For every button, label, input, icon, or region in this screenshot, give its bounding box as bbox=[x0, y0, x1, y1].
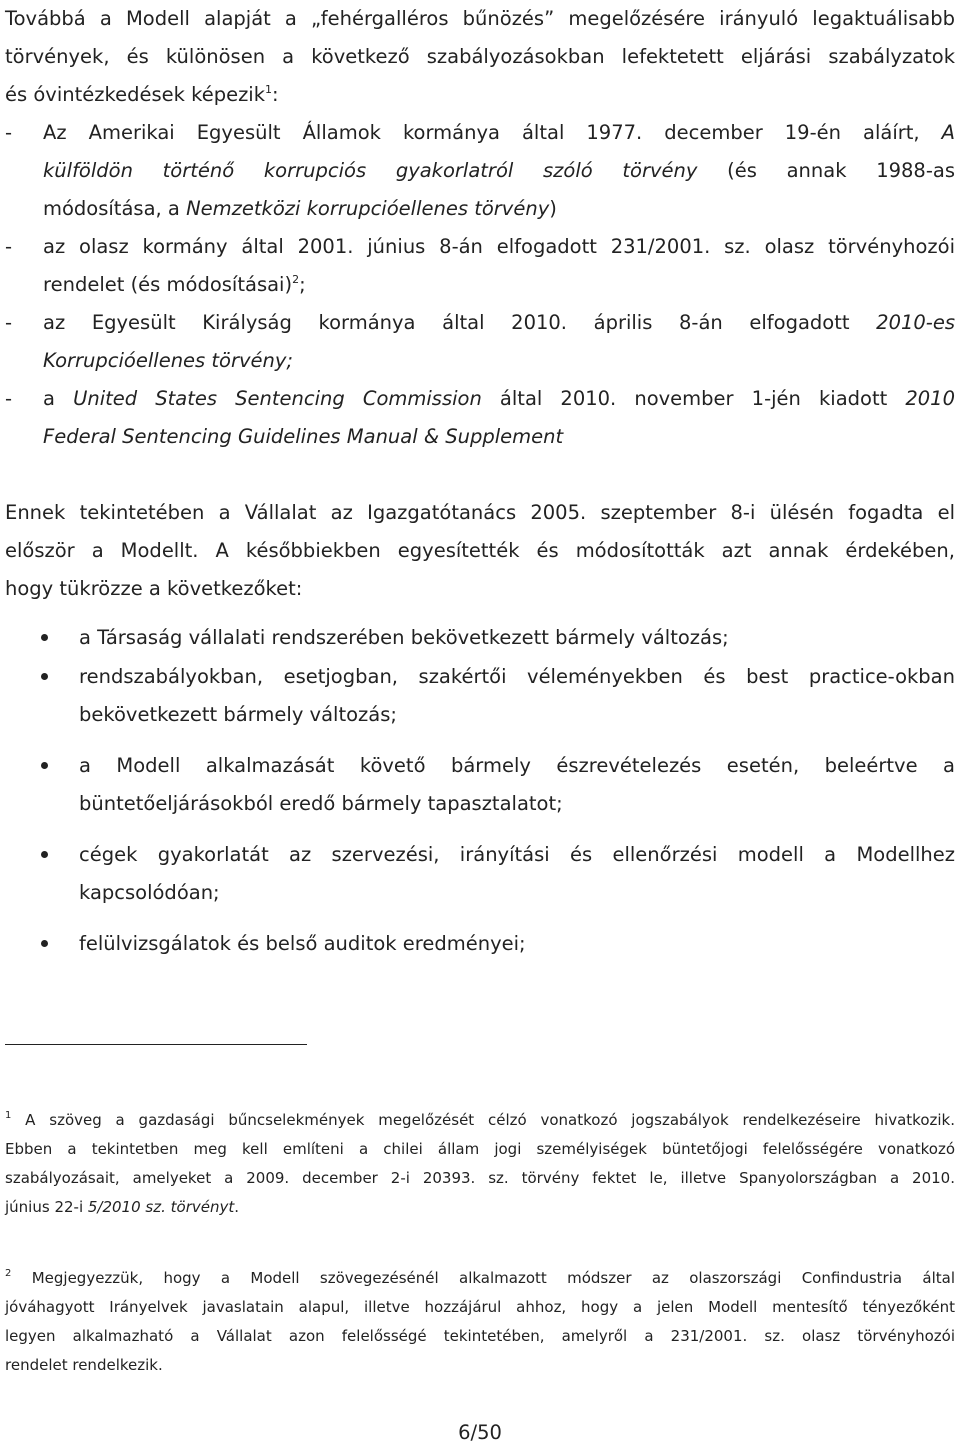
para2-line-2: először a Modellt. A későbbiekben egyesítették és módosították azt annak érdekében, bbox=[5, 539, 955, 562]
bullet-icon bbox=[41, 762, 48, 769]
para2-line-1: Ennek tekintetében a Vállalat az Igazgatótanács 2005. szeptember 8-i ülésén fogadta el bbox=[5, 501, 955, 524]
footnote-1-line-3: szabályozásait, amelyeket a 2009. december 2-i 20393. sz. törvény fektet le, illetve Spanyolországban a 2010. bbox=[5, 1169, 955, 1187]
dash-item-2-line-1: az olasz kormány által 2001. június 8-án elfogadott 231/2001. sz. olasz törvényhozói bbox=[43, 235, 955, 258]
footnote-number-1: 1 bbox=[5, 1110, 12, 1121]
dash-marker: - bbox=[5, 387, 13, 410]
para2-line-3: hogy tükrözze a következőket: bbox=[5, 577, 303, 600]
footnote-number-2: 2 bbox=[5, 1268, 12, 1279]
bullet-item-3-line-1: a Modell alkalmazását követő bármely észrevételezés esetén, beleértve a bbox=[79, 754, 955, 777]
bullet-icon bbox=[41, 673, 48, 680]
dash-item-2-line-2: rendelet (és módosításai)$^2$; bbox=[43, 273, 306, 296]
bullet-icon bbox=[41, 851, 48, 858]
footnote-separator bbox=[5, 1044, 307, 1045]
bullet-item-5: felülvizsgálatok és belső auditok eredményei; bbox=[79, 932, 526, 955]
intro-line-1: Továbbá a Modell alapját a „fehérgalléros bűnözés” megelőzésére irányuló legaktuálisabb bbox=[5, 7, 955, 30]
footnote-2-line-3: legyen alkalmazható a Vállalat azon felelősségé tekintetében, amelyről a 231/2001. sz. olasz törvényhozói bbox=[5, 1327, 955, 1345]
dash-item-1-line-1: Az Amerikai Egyesült Államok kormánya által 1977. december 19-én aláírt, A bbox=[43, 121, 955, 144]
bullet-item-3-line-2: büntetőeljárásokból eredő bármely tapasztalatot; bbox=[79, 792, 563, 815]
footnote-1-line-2: Ebben a tekintetben meg kell említeni a chilei állam jogi személyiségek büntetőjogi felelősségére vonatkozó bbox=[5, 1140, 955, 1158]
footnote-2-line-1: $^2$ Megjegyezzük, hogy a Modell szövegezésénél alkalmazott módszer az olaszországi Confindustria által bbox=[5, 1268, 955, 1287]
bullet-icon bbox=[41, 634, 48, 641]
intro-line-2: törvények, és különösen a következő szabályozásokban lefektetett eljárási szabályzatok bbox=[5, 45, 955, 68]
bullet-item-4-line-2: kapcsolódóan; bbox=[79, 881, 220, 904]
dash-marker: - bbox=[5, 235, 13, 258]
intro-line-3: és óvintézkedések képezik$^1$: bbox=[5, 83, 279, 106]
bullet-item-1: a Társaság vállalati rendszerében bekövetkezett bármely változás; bbox=[79, 626, 729, 649]
dash-item-1-line-3: módosítása, a Nemzetközi korrupcióellenes törvény) bbox=[43, 197, 557, 220]
bullet-item-2-line-2: bekövetkezett bármely változás; bbox=[79, 703, 397, 726]
footnote-ref-1[interactable]: 1 bbox=[265, 83, 273, 96]
dash-item-4-line-2: Federal Sentencing Guidelines Manual & Supplement bbox=[43, 425, 564, 448]
dash-marker: - bbox=[5, 121, 13, 144]
footnote-ref-2[interactable]: 2 bbox=[292, 273, 300, 286]
footnote-2-line-4: rendelet rendelkezik. bbox=[5, 1356, 163, 1374]
bullet-icon bbox=[41, 940, 48, 947]
dash-marker: - bbox=[5, 311, 13, 334]
bullet-item-4-line-1: cégek gyakorlatát az szervezési, irányítási és ellenőrzési modell a Modellhez bbox=[79, 843, 955, 866]
footnote-2-line-2: jóváhagyott Irányelvek javaslatain alapul, illetve hozzájárul ahhoz, hogy a jelen Modell mentesítő tényezőként bbox=[5, 1298, 955, 1316]
footnote-1-line-1: $^1$ A szöveg a gazdasági bűncselekmények megelőzését célzó vonatkozó jogszabályok rendelkezéseire hivatkozik. bbox=[5, 1110, 955, 1129]
dash-item-1-line-2: külföldön történő korrupciós gyakorlatról szóló törvény (és annak 1988-as bbox=[43, 159, 955, 182]
footnote-1-line-4: június 22-i 5/2010 sz. törvényt. bbox=[5, 1198, 240, 1216]
dash-item-3-line-2: Korrupcióellenes törvény; bbox=[43, 349, 294, 372]
bullet-item-2-line-1: rendszabályokban, esetjogban, szakértői véleményekben és best practice-okban bbox=[79, 665, 955, 688]
dash-item-3-line-1: az Egyesült Királyság kormánya által 2010. április 8-án elfogadott 2010-es bbox=[43, 311, 955, 334]
page-number: 6/50 bbox=[458, 1421, 502, 1444]
dash-item-4-line-1: a United States Sentencing Commission által 2010. november 1-jén kiadott 2010 bbox=[43, 387, 955, 410]
